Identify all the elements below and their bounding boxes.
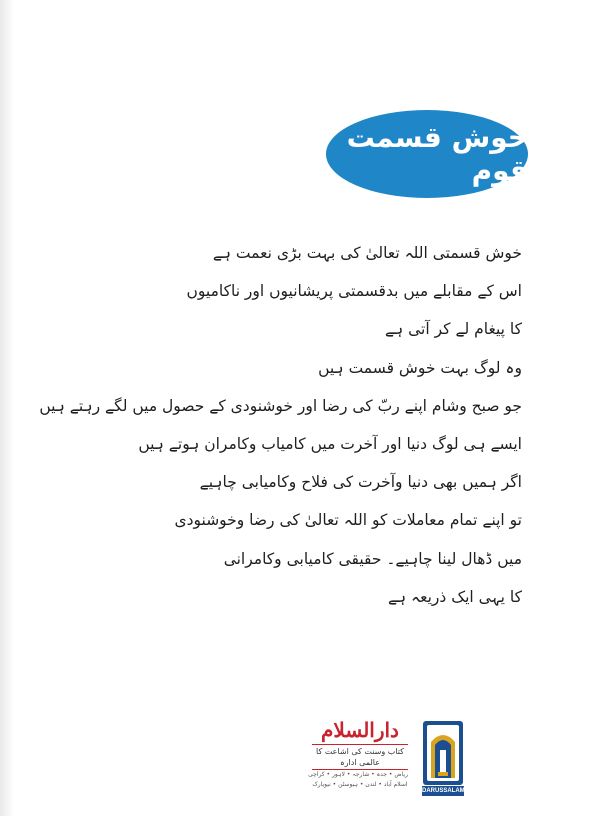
page-title: خوش قسمت قوم xyxy=(346,121,528,187)
publisher-tagline: کتاب وسنت کی اشاعت کا عالمی ادارہ xyxy=(312,744,408,770)
title-oval xyxy=(326,110,528,198)
body-line: کا یہی ایک ذریعہ ہے xyxy=(387,587,522,606)
body-line: کا پیغام لے کر آتی ہے xyxy=(385,320,522,339)
body-line: اگر ہمیں بھی دنیا وآخرت کی فلاح وکامیابی چاہیے xyxy=(199,473,522,492)
body-text xyxy=(39,234,522,616)
publisher-name: دارالسلام xyxy=(321,718,399,742)
publisher-cities: اسلام آباد • لندن • ہیوسٹن • نیویارک xyxy=(312,781,408,788)
body-line: وہ لوگ بہت خوش قسمت ہیں xyxy=(318,358,522,377)
publisher-block xyxy=(308,718,408,804)
body-line: ایسے ہی لوگ دنیا اور آخرت میں کامیاب وکامران ہوتے ہیں xyxy=(138,434,522,453)
body-line: اس کے مقابلے میں بدقسمتی پریشانیوں اور ناکامیوں xyxy=(186,282,522,301)
darussalam-book-emblem-icon xyxy=(422,720,464,796)
publisher-cities: ریاض • جدہ • شارجہ • لاہور • کراچی xyxy=(308,771,408,778)
body-line: میں ڈھال لینا چاہیے۔ حقیقی کامیابی وکامرانی xyxy=(223,549,522,568)
body-line: تو اپنے تمام معاملات کو اللہ تعالیٰ کی رضا وخوشنودی xyxy=(174,511,522,530)
page-edge-shadow xyxy=(0,0,14,816)
body-line: خوش قسمتی اللہ تعالیٰ کی بہت بڑی نعمت ہے xyxy=(212,244,522,262)
logo-graphic xyxy=(422,720,464,786)
logo-label: DARUSSALAM xyxy=(422,788,465,794)
body-line: جو صبح وشام اپنے ربّ کی رضا اور خوشنودی کے حصول میں لگے رہتے ہیں xyxy=(39,396,522,415)
